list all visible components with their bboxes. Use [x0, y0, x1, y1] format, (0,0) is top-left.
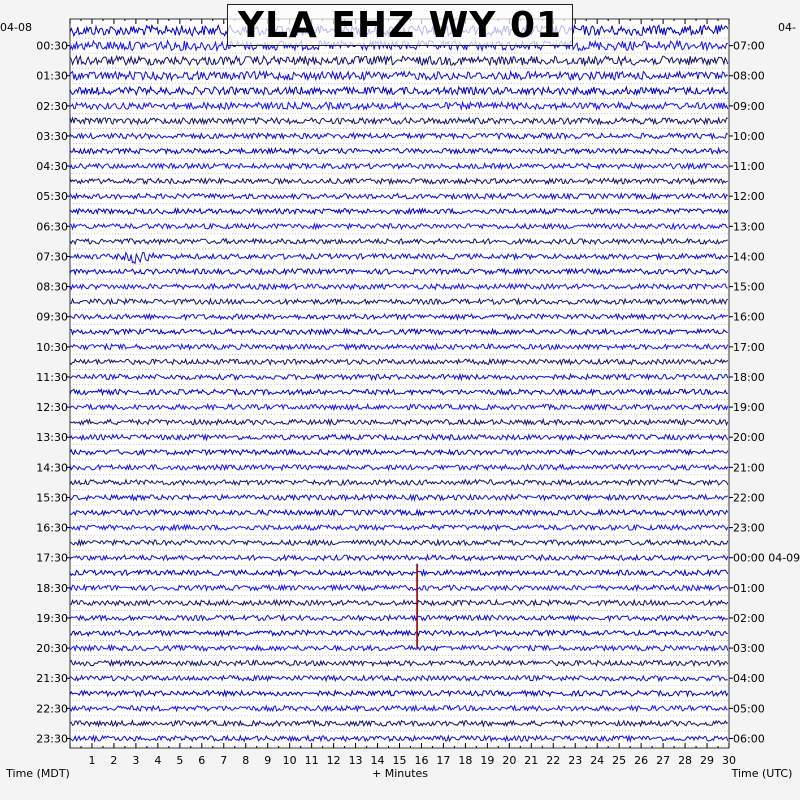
x-tick-label: 4 [154, 754, 162, 767]
x-tick-label: 22 [546, 754, 561, 767]
right-time-label: 07:00 [733, 39, 765, 53]
x-tick-label: 28 [678, 754, 693, 767]
x-tick-label: 18 [458, 754, 473, 767]
x-tick-label: 12 [326, 754, 341, 767]
left-time-label: 06:30 [36, 220, 68, 234]
left-axis-label: Time (MDT) [6, 767, 70, 780]
left-time-label: 02:30 [36, 99, 68, 113]
x-tick-label: 14 [370, 754, 385, 767]
x-tick-label: 5 [176, 754, 184, 767]
left-time-label: 17:30 [36, 551, 68, 565]
right-axis-label: Time (UTC) [731, 767, 793, 780]
left-time-label: 15:30 [36, 491, 68, 505]
left-time-label: 09:30 [36, 310, 68, 324]
left-time-label: 16:30 [36, 521, 68, 535]
right-time-label: 13:00 [733, 220, 765, 234]
x-tick-label: 26 [634, 754, 649, 767]
left-time-label: 03:30 [36, 129, 68, 143]
x-tick-label: 11 [304, 754, 319, 767]
x-tick-label: 8 [242, 754, 250, 767]
left-time-label: 14:30 [36, 461, 68, 475]
left-time-label: 18:30 [36, 581, 68, 595]
right-time-label: 06:00 [733, 732, 765, 746]
left-time-label: 08:30 [36, 280, 68, 294]
right-time-label: 04:00 [733, 672, 765, 686]
right-time-label: 16:00 [733, 310, 765, 324]
x-tick-label: 29 [700, 754, 715, 767]
left-time-label: 05:30 [36, 190, 68, 204]
right-time-label: 08:00 [733, 69, 765, 83]
left-time-label: 00:30 [36, 39, 68, 53]
left-time-label: 10:30 [36, 340, 68, 354]
x-tick-label: 27 [656, 754, 671, 767]
chart-title: YLA EHZ WY 01 [227, 4, 573, 46]
right-time-label: 03:00 [733, 642, 765, 656]
left-time-label: 23:30 [36, 732, 68, 746]
x-axis-label: + Minutes [371, 767, 429, 780]
x-tick-label: 24 [590, 754, 605, 767]
right-time-label: 00:00 04-09 [733, 551, 800, 565]
x-tick-label: 7 [220, 754, 228, 767]
left-time-label: 13:30 [36, 431, 68, 445]
right-time-label: 11:00 [733, 160, 765, 174]
x-tick-label: 20 [502, 754, 517, 767]
right-time-label: 15:00 [733, 280, 765, 294]
right-time-label: 10:00 [733, 129, 765, 143]
x-tick-label: 21 [524, 754, 539, 767]
right-time-label: 02:00 [733, 611, 765, 625]
right-time-label: 14:00 [733, 250, 765, 264]
x-tick-label: 6 [198, 754, 206, 767]
x-tick-label: 25 [612, 754, 627, 767]
x-tick-label: 23 [568, 754, 583, 767]
plot-frame [70, 19, 729, 748]
right-time-label: 17:00 [733, 340, 765, 354]
x-tick-label: 13 [348, 754, 363, 767]
right-time-label: 22:00 [733, 491, 765, 505]
right-time-label: 23:00 [733, 521, 765, 535]
left-time-label: 19:30 [36, 611, 68, 625]
left-time-label: 04:30 [36, 160, 68, 174]
x-tick-label: 16 [414, 754, 429, 767]
x-tick-label: 10 [282, 754, 297, 767]
x-tick-label: 3 [132, 754, 140, 767]
left-date-label: 04-08 [0, 21, 32, 34]
left-time-label: 22:30 [36, 702, 68, 716]
right-time-label: 05:00 [733, 702, 765, 716]
right-time-label: 01:00 [733, 581, 765, 595]
left-time-label: 20:30 [36, 642, 68, 656]
left-time-label: 12:30 [36, 401, 68, 415]
left-time-label: 07:30 [36, 250, 68, 264]
left-time-label: 21:30 [36, 672, 68, 686]
x-tick-label: 15 [392, 754, 407, 767]
right-time-label: 09:00 [733, 99, 765, 113]
x-tick-label: 9 [264, 754, 272, 767]
x-tick-label: 19 [480, 754, 495, 767]
left-time-label: 11:30 [36, 370, 68, 384]
right-date-label: 04- [778, 21, 796, 34]
x-tick-label: 30 [722, 754, 736, 767]
right-time-label: 18:00 [733, 370, 765, 384]
x-tick-label: 17 [436, 754, 451, 767]
right-time-label: 19:00 [733, 401, 765, 415]
right-time-label: 20:00 [733, 431, 765, 445]
right-time-label: 21:00 [733, 461, 765, 475]
right-time-label: 12:00 [733, 190, 765, 204]
x-tick-label: 1 [88, 754, 96, 767]
x-tick-label: 2 [110, 754, 118, 767]
left-time-label: 01:30 [36, 69, 68, 83]
